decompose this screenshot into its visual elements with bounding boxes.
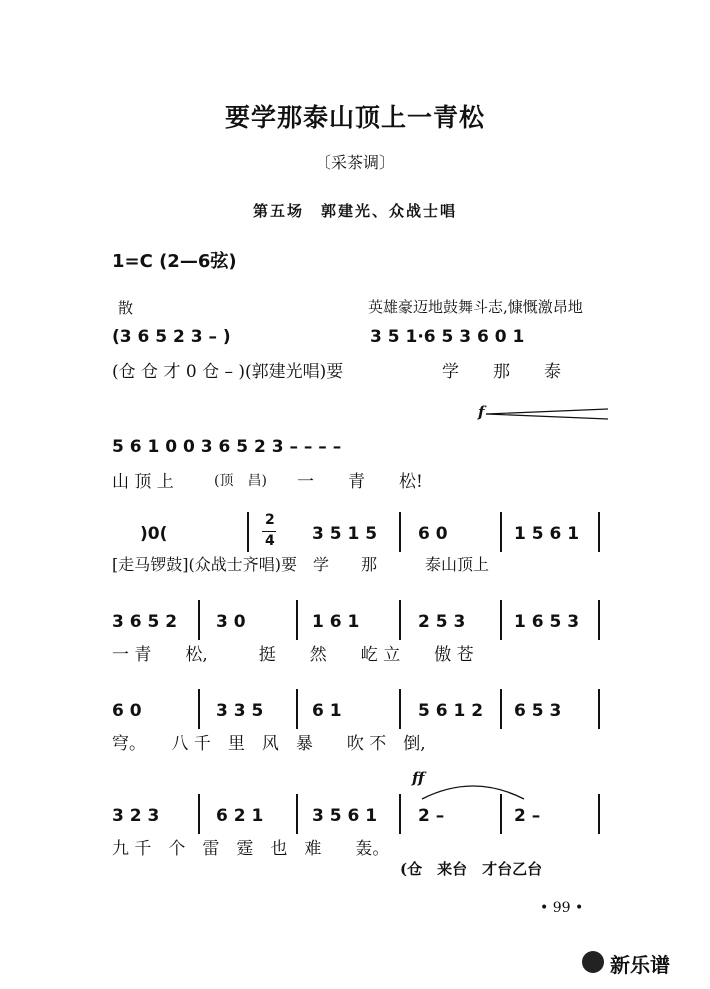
barline [399, 794, 401, 834]
notes-line-1b: 3 5 1·6 5 3 6 0 1 [370, 327, 525, 347]
lyric-line-2a: 山 顶 上 [112, 472, 174, 492]
measure-5-2: 3 3 5 [216, 701, 264, 721]
barline [296, 689, 298, 729]
barline [598, 600, 600, 640]
barline [198, 794, 200, 834]
barline [247, 512, 249, 552]
decrescendo-line [486, 408, 610, 420]
measure-5-5: 6 5 3 [514, 701, 562, 721]
measure-5-1: 6 0 [112, 701, 142, 721]
lyric-line-5: 穹。 八 千 里 风 暴 吹 不 倒, [112, 734, 426, 754]
barline [296, 600, 298, 640]
notes-line-2: 5 6 1 0 0 3 6 5 2 3 – – – – [112, 437, 342, 457]
measure-6-2: 6 2 1 [216, 806, 264, 826]
measure-4-2: 3 0 [216, 612, 246, 632]
lyric-line-4: 一 青 松, 挺 然 屹 立 傲 苍 [112, 645, 474, 665]
time-signature-bottom: 4 [265, 533, 275, 549]
measure-6-5: 2 – [514, 806, 541, 826]
barline [500, 512, 502, 552]
barline [500, 689, 502, 729]
dynamic-marking-ff: ff [412, 769, 425, 787]
song-subtitle: 〔采茶调〕 [314, 153, 395, 172]
lyric-line-3: [走马锣鼓](众战士齐唱)要 学 那 泰山顶上 [112, 555, 489, 574]
measure-6-4: 2 – [418, 806, 445, 826]
barline [198, 689, 200, 729]
measure-5-3: 6 1 [312, 701, 342, 721]
dynamic-marking-f: f [478, 403, 485, 421]
tempo-mark: 散 [118, 299, 134, 317]
percussion-line: (仓 来台 才台乙台 [400, 860, 543, 878]
page-number: • 99 • [540, 900, 584, 916]
upper-lyric-line: 英雄豪迈地鼓舞斗志,慷慨激昂地 [368, 298, 583, 316]
measure-4-1: 3 6 5 2 [112, 612, 178, 632]
lyric-line-1b: 学 那 泰 [442, 362, 561, 382]
lyric-line-2-aside: (顶 昌) [214, 473, 267, 489]
barline [399, 600, 401, 640]
measure-4-3: 1 6 1 [312, 612, 360, 632]
percussion-lead: )0( [140, 524, 168, 544]
barline [598, 512, 600, 552]
barline [399, 512, 401, 552]
measure-4-5: 1 6 5 3 [514, 612, 580, 632]
barline [296, 794, 298, 834]
measure-3-2: 6 0 [418, 524, 448, 544]
measure-3-1: 3 5 1 5 [312, 524, 378, 544]
lyric-line-1a: (仓 仓 才 0 仓 – )(郭建光唱)要 [112, 362, 344, 382]
time-signature-top: 2 [265, 512, 275, 528]
barline [598, 689, 600, 729]
measure-3-3: 1 5 6 1 [514, 524, 580, 544]
notes-line-1a: (3 6 5 2 3 – ) [112, 327, 231, 347]
barline [399, 689, 401, 729]
barline [198, 600, 200, 640]
lyric-line-6: 九 千 个 雷 霆 也 难 轰。 [112, 839, 390, 859]
measure-6-3: 3 5 6 1 [312, 806, 378, 826]
lyric-line-2b: 一 青 松! [297, 472, 423, 492]
key-signature: 1=C (2—6弦) [112, 251, 237, 272]
measure-6-1: 3 2 3 [112, 806, 160, 826]
barline [500, 794, 502, 834]
scene-credit: 第五场 郭建光、众战士唱 [252, 202, 457, 220]
slur-arc [420, 779, 526, 801]
time-signature-divider [262, 531, 276, 532]
record-disc-icon [582, 951, 604, 973]
song-title: 要学那泰山顶上一青松 [224, 103, 485, 132]
measure-4-4: 2 5 3 [418, 612, 466, 632]
barline [500, 600, 502, 640]
barline [598, 794, 600, 834]
site-logo: 新乐谱 [610, 953, 670, 977]
measure-5-4: 5 6 1 2 [418, 701, 484, 721]
